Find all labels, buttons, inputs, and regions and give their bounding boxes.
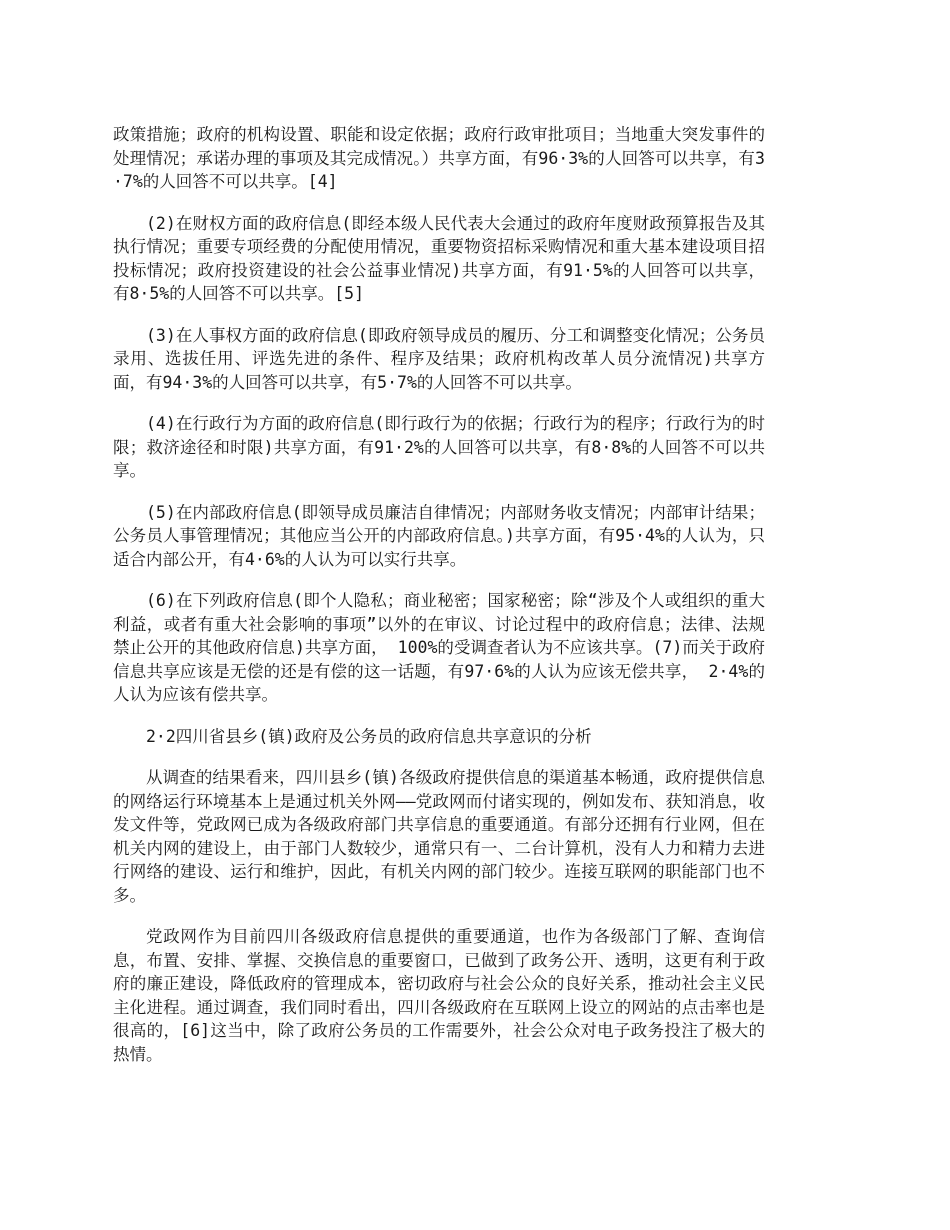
section-heading: 2·2四川省县乡(镇)政府及公务员的政府信息共享意识的分析: [146, 726, 592, 746]
paragraph-survey-results: 从调查的结果看来，四川县乡(镇)各级政府提供信息的渠道基本畅通，政府提供信息的网络运行环境基本上是通过机关外网——党政网而付诸实现的，例如发布、获知消息，收发文件等，党政网已成为各级政府部门共享信息的重要通道。有部分还拥有行业网，但在机关内网的建设上，由于部门人数较少，通常只有一、二台计算机，没有人力和精力去进行网络的建设、运行和维护，因此，有机关内网的部门较少。连接互联网的职能部门也不多。: [113, 768, 765, 905]
paragraph-party-network: 党政网作为目前四川各级政府信息提供的重要通道，也作为各级部门了解、查询信息，布置、安排、掌握、交换信息的重要窗口，已做到了政务公开、透明，这更有利于政府的廉正建设，降低政府的管理成本，密切政府与社会公众的良好关系，推动社会主义民主化进程。通过调查，我们同时看出，四川各级政府在互联网上设立的网站的点击率也是很高的，[6]这当中，除了政府公务员的工作需要外，社会公众对电子政务投注了极大的热情。: [113, 927, 765, 1064]
paragraph-internal-info: (5)在内部政府信息(即领导成员廉洁自律情况；内部财务收支情况；内部审计结果；公务员人事管理情况；其他应当公开的内部政府信息。)共享方面，有95·4%的人认为，只适合内部公开，有4·6%的人认为可以实行共享。: [113, 502, 765, 569]
paragraph-administrative-info: (4)在行政行为方面的政府信息(即行政行为的依据；行政行为的程序；行政行为的时限；救济途径和时限)共享方面，有91·2%的人回答可以共享，有8·8%的人回答不可以共享。: [113, 414, 765, 480]
paragraph-continuation: 政策措施；政府的机构设置、职能和设定依据；政府行政审批项目；当地重大突发事件的处理情况；承诺办理的事项及其完成情况。）共享方面，有96·3%的人回答可以共享，有3·7%的人回答不可以共享。[4]: [113, 125, 765, 191]
paragraph-restricted-info: (6)在下列政府信息(即个人隐私；商业秘密；国家秘密；除“涉及个人或组织的重大利益，或者有重大社会影响的事项”以外的在审议、讨论过程中的政府信息；法律、法规禁止公开的其他政府信息)共享方面， 100%的受调查者认为不应该共享。(7)而关于政府信息共享应该是无偿的还是有偿的这一话题，有97·6%的人认为应该无偿共享， 2·4%的人认为应该有偿共享。: [113, 591, 765, 704]
paragraph-personnel-info: (3)在人事权方面的政府信息(即政府领导成员的履历、分工和调整变化情况；公务员录用、选拔任用、评选先进的条件、程序及结果；政府机构改革人员分流情况)共享方面，有94·3%的人回答可以共享，有5·7%的人回答不可以共享。: [113, 325, 765, 392]
paragraph-fiscal-info: (2)在财权方面的政府信息(即经本级人民代表大会通过的政府年度财政预算报告及其执行情况；重要专项经费的分配使用情况，重要物资招标采购情况和重大基本建设项目招投标情况；政府投资建设的社会公益事业情况)共享方面，有91·5%的人回答可以共享，有8·5%的人回答不可以共享。[5]: [113, 213, 765, 303]
document-body: [113, 123, 765, 1084]
